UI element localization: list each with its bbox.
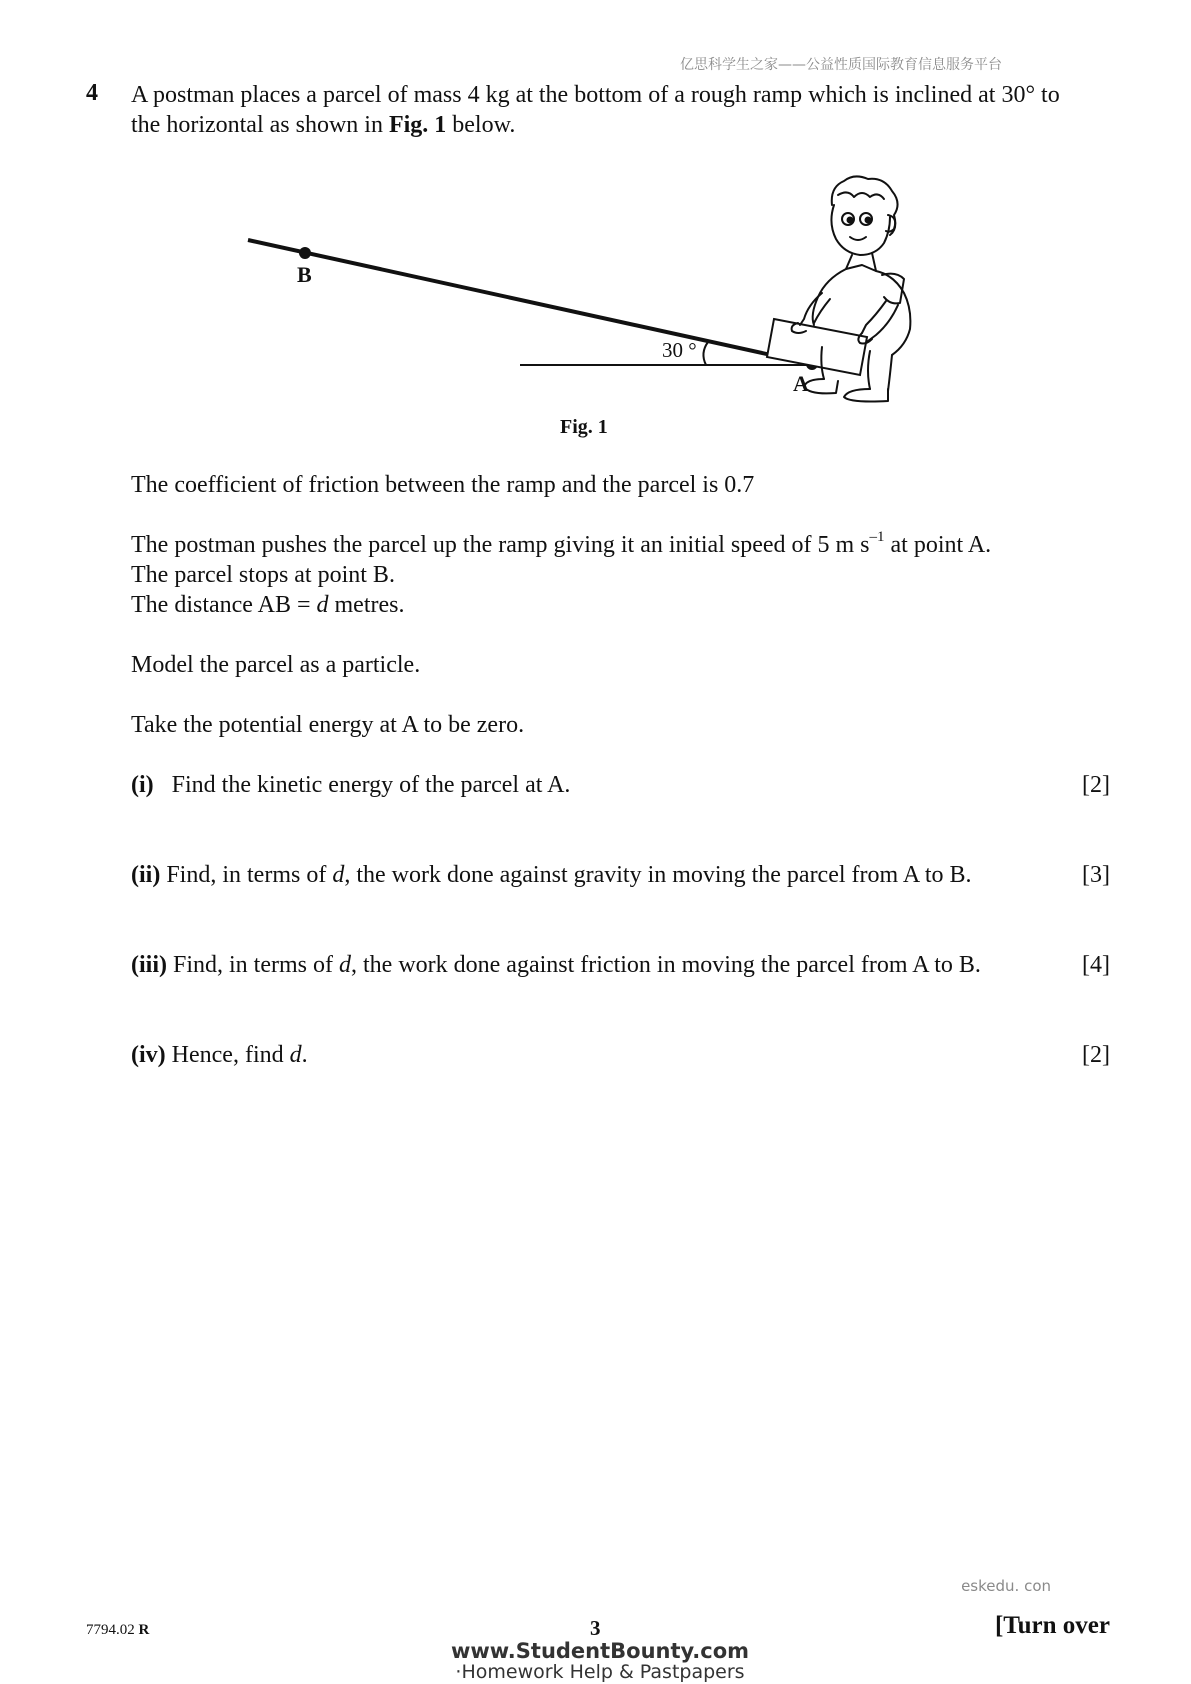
part-iii-marks: [4] — [1082, 952, 1110, 978]
part-label: (iii) — [131, 952, 167, 978]
studentbounty-logo — [450, 1640, 750, 1682]
angle-arc — [703, 342, 708, 365]
page-number: 3 — [590, 1616, 601, 1640]
question-intro — [131, 80, 1091, 140]
part-iv — [131, 1040, 308, 1070]
ramp-figure — [230, 175, 930, 415]
part-text: Hence, find — [171, 1042, 290, 1068]
paper-code-number: 7794.02 — [86, 1622, 135, 1638]
model-statement: Model the parcel as a particle. — [131, 652, 421, 678]
paper-code — [86, 1622, 149, 1639]
turn-over-label: [Turn over — [994, 1612, 1110, 1639]
logo-url: www.StudentBounty.com — [450, 1639, 750, 1663]
part-label: (ii) — [131, 862, 161, 888]
intro-text-1: A postman places a parcel of mass 4 kg at the bottom of a rough ramp which is inclined at 30° to the horizontal as shown in — [131, 82, 1060, 138]
push-text-2: at point A. — [884, 532, 992, 558]
watermark-header: 亿思科学生之家——公益性质国际教育信息服务平台 — [680, 57, 1002, 73]
question-number: 4 — [86, 80, 98, 106]
part-text: Find the kinetic energy of the parcel at A. — [171, 772, 571, 798]
label-b: B — [297, 262, 312, 287]
part-variable: d — [332, 862, 345, 888]
distance-text-2: metres. — [328, 592, 405, 618]
paper-code-suffix: R — [138, 1622, 150, 1638]
part-text: Find, in terms of — [173, 952, 339, 978]
part-label: (iv) — [131, 1042, 166, 1068]
stops-statement: The parcel stops at point B. — [131, 562, 395, 588]
part-label: (i) — [131, 772, 154, 798]
part-text-after: , the work done against friction in moving the parcel from A to B. — [351, 952, 981, 978]
push-superscript: –1 — [869, 529, 885, 545]
point-b — [299, 247, 311, 259]
push-text-1: The postman pushes the parcel up the ramp giving it an initial speed of 5 m s — [131, 532, 870, 558]
part-variable: d — [339, 952, 351, 978]
friction-statement: The coefficient of friction between the ramp and the parcel is 0.7 — [131, 472, 755, 498]
distance-statement — [131, 590, 404, 620]
label-a: A — [793, 371, 809, 396]
ramp-line — [248, 240, 812, 364]
distance-variable: d — [316, 592, 329, 618]
parcel-box — [767, 319, 867, 375]
angle-label: 30 ° — [662, 338, 697, 362]
part-variable: d — [289, 1042, 302, 1068]
part-i-marks: [2] — [1082, 772, 1110, 798]
intro-text-2: below. — [446, 112, 516, 138]
potential-statement: Take the potential energy at A to be zero. — [131, 712, 525, 738]
intro-fig-ref: Fig. 1 — [388, 112, 447, 138]
logo-tagline: ·Homework Help & Pastpapers — [455, 1661, 745, 1683]
part-i — [131, 770, 570, 800]
figure-caption: Fig. 1 — [560, 416, 608, 438]
watermark-footer: eskedu. con — [961, 1577, 1051, 1595]
part-text-after: , the work done against gravity in moving the parcel from A to B. — [344, 862, 972, 888]
part-text: Find, in terms of — [166, 862, 333, 888]
part-text-after: . — [301, 1042, 308, 1068]
part-iii — [131, 950, 981, 980]
distance-text-1: The distance AB = — [131, 592, 317, 618]
part-iv-marks: [2] — [1082, 1042, 1110, 1068]
part-ii-marks: [3] — [1082, 862, 1110, 888]
push-statement — [131, 530, 991, 560]
part-ii — [131, 860, 972, 890]
